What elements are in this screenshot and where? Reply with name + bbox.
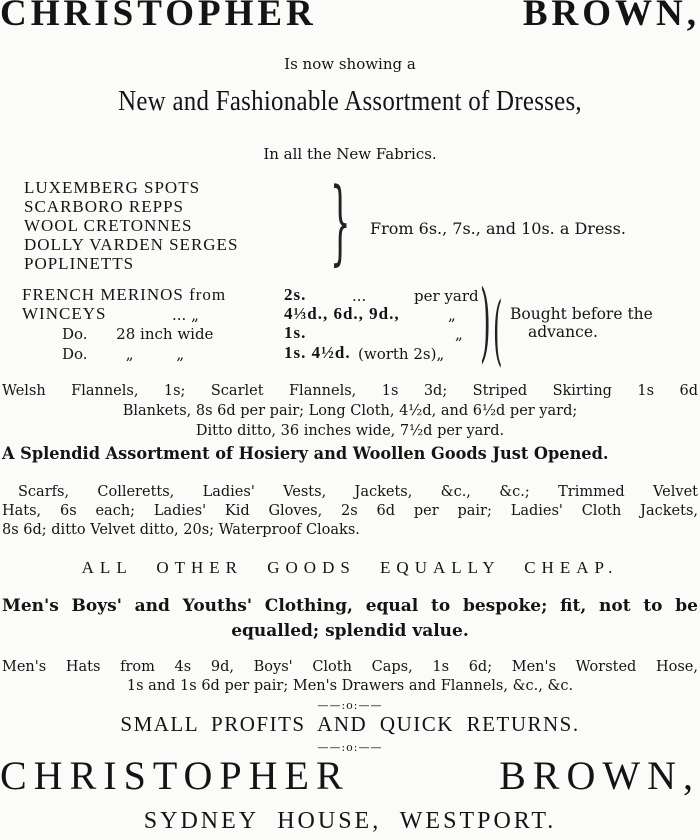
header-name-last: BROWN,: [522, 0, 700, 34]
winceys-price: 4⅓d., 6d., 9d.,: [284, 304, 400, 323]
all-other-goods: ALL OTHER GOODS EQUALLY CHEAP.: [81, 558, 619, 577]
scarfs-line-2: Hats, 6s each; Ladies' Kid Gloves, 2s 6d per pair; Ladies' Cloth Jackets,: [2, 503, 698, 519]
scarfs-line-1: Scarfs, Colleretts, Ladies' Vests, Jackets, &c., &c.; Trimmed Velvet: [18, 484, 698, 500]
fabric-brace-icon: }: [330, 168, 351, 275]
do-28-price: 1s.: [284, 323, 307, 342]
footer-name-first: CHRISTOPHER: [0, 753, 350, 798]
header-name-first: CHRISTOPHER: [0, 0, 317, 34]
merinos-unit: per yard: [414, 287, 479, 305]
fabric-item: LUXEMBERG SPOTS: [24, 178, 201, 197]
small-profits-line: SMALL PROFITS AND QUICK RETURNS.: [120, 712, 580, 736]
footer-name-last: BROWN,: [499, 753, 700, 798]
do-item: Do. „ „: [62, 345, 185, 363]
subline: In all the New Fabrics.: [263, 145, 437, 163]
scarfs-line-3: 8s 6d; ditto Velvet ditto, 20s; Waterproof Cloaks.: [2, 522, 360, 538]
bought-note-line1: Bought before the: [510, 305, 653, 323]
fabric-item: POPLINETTS: [24, 254, 135, 273]
do-price: 1s. 4½d.: [284, 343, 351, 362]
fabric-item: WOOL CRETONNES: [24, 216, 193, 235]
mens-hats-line-2: 1s and 1s 6d per pair; Men's Drawers and Flannels, &c., &c.: [126, 678, 574, 694]
welsh-line-3: Ditto ditto, 36 inches wide, 7½d per yard.: [195, 423, 505, 439]
merinos-brace-left-icon: (: [493, 285, 503, 374]
bought-note-line2: advance.: [528, 323, 598, 341]
welsh-line-2: Blankets, 8s 6d per pair; Long Cloth, 4½d, and 6½d per yard;: [122, 403, 578, 419]
do-28-item: Do. 28 inch wide: [62, 325, 214, 343]
headline: New and Fashionable Assortment of Dresses,: [118, 85, 582, 117]
mens-hats-line-1: Men's Hats from 4s 9d, Boys' Cloth Caps, 1s 6d; Men's Worsted Hose,: [2, 659, 698, 675]
winceys-item: WINCEYS: [22, 304, 107, 323]
footer-name: [0, 752, 700, 799]
footer-address: SYDNEY HOUSE, WESTPORT.: [143, 808, 557, 834]
fabric-list: [24, 178, 238, 273]
merinos-dots: ...: [352, 287, 367, 305]
intro-line: Is now showing a: [284, 55, 416, 73]
winceys-dots: ... „: [172, 306, 199, 324]
mens-clothing-line-1: Men's Boys' and Youths' Clothing, equal to bespoke; fit, not to be: [2, 596, 698, 616]
hosiery-heading: A Splendid Assortment of Hosiery and Woollen Goods Just Opened.: [2, 444, 609, 464]
winceys-unit: „: [448, 306, 456, 324]
merinos-item: FRENCH MERINOS from: [22, 285, 227, 304]
header-name: [0, 0, 700, 35]
do-note: (worth 2s)„: [358, 345, 445, 363]
do-28-unit: „: [455, 325, 463, 343]
merinos-price: 2s.: [284, 285, 307, 304]
welsh-line-1: Welsh Flannels, 1s; Scarlet Flannels, 1s 3d; Striped Skirting 1s 6d: [2, 383, 698, 399]
mens-clothing-line-2: equalled; splendid value.: [231, 621, 469, 641]
merinos-brace-right-icon: ): [480, 272, 491, 372]
divider-top: ——:o:——: [317, 699, 383, 712]
fabric-item: DOLLY VARDEN SERGES: [24, 235, 239, 254]
divider-bottom: ——:o:——: [317, 741, 383, 754]
fabric-price: From 6s., 7s., and 10s. a Dress.: [370, 219, 626, 238]
fabric-item: SCARBORO REPPS: [24, 197, 184, 216]
